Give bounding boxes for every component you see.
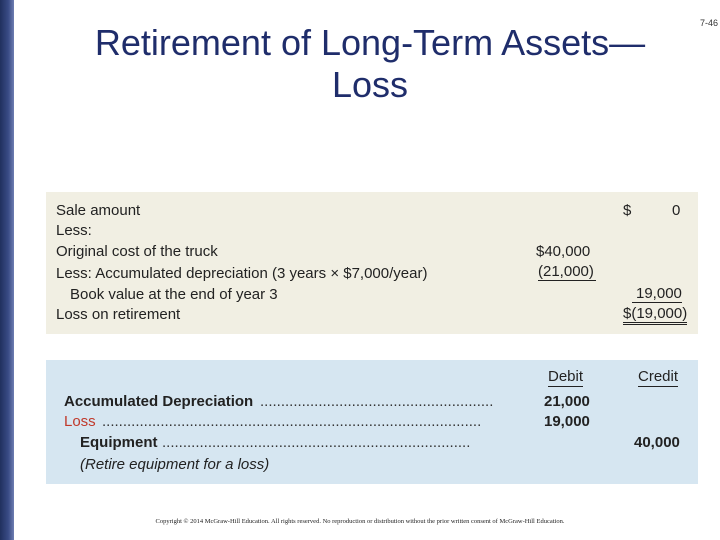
entry-leader-dots: .......................................................................... [162,434,471,451]
calc-label-book-value: Book value at the end of year 3 [70,286,278,303]
calc-label-accum-depr: Less: Accumulated depreciation (3 years × $7,000/year) [56,265,428,282]
entry-account-loss: Loss [64,413,96,430]
title-line-1: Retirement of Long-Term Assets— [94,22,646,63]
entry-debit-value: 21,000 [544,393,590,410]
entry-leader-dots: ........................................................ [260,393,494,410]
title-line-2: Loss [331,64,409,105]
book-value-value: 19,000 [632,285,682,303]
debit-column-header: Debit [548,368,584,385]
entry-debit-value: 19,000 [544,413,590,430]
calc-label-less: Less: [56,222,92,239]
calc-label-sale-amount: Sale amount [56,202,141,219]
calc-label-loss: Loss on retirement [56,306,181,323]
entry-memo: (Retire equipment for a loss) [80,456,270,473]
journal-entry-box [46,360,698,484]
slide-title [40,22,700,106]
loss-on-retirement-value: $(19,000) [623,305,687,325]
original-cost-value: $40,000 [536,243,591,260]
loss-calculation-box [46,192,698,334]
accum-depr-value: (21,000) [538,263,594,280]
entry-account-equipment: Equipment [80,434,158,451]
entry-leader-dots: ........................................................................................... [102,413,482,430]
entry-account-accumulated-depreciation: Accumulated Depreciation [64,393,254,410]
calc-label-original-cost: Original cost of the truck [56,243,218,260]
sale-amount-value: 0 [672,202,681,219]
left-sidebar-bar [0,0,14,540]
sale-dollar-sign: $ [623,202,632,219]
entry-credit-value: 40,000 [634,434,680,451]
copyright-footer: Copyright © 2014 McGraw-Hill Education. All rights reserved. No reproduction or distribution without the prior written consent of McGraw-Hill Education. [155,518,565,525]
credit-column-header: Credit [638,368,679,385]
page-number: 7-46 [699,18,718,28]
